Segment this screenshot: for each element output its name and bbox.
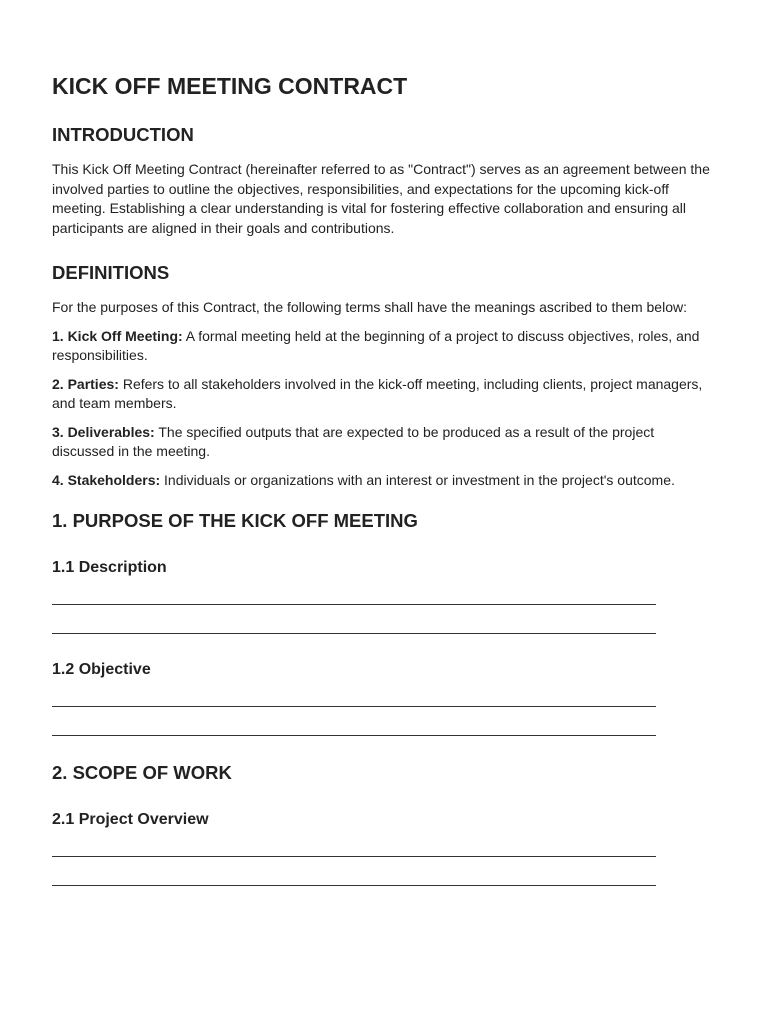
definition-item-parties — [52, 375, 718, 414]
objective-blank-lines — [52, 706, 718, 736]
definitions-block — [52, 298, 718, 490]
definition-text: Refers to all stakeholders involved in the kick-off meeting, including clients, project managers, and team members. — [52, 375, 703, 411]
fill-in-line[interactable] — [52, 885, 656, 886]
definition-term: 3. Deliverables: — [52, 423, 155, 440]
definitions-lead: For the purposes of this Contract, the following terms shall have the meanings ascribed to them below: — [52, 299, 687, 315]
definition-item-deliverables — [52, 423, 718, 462]
section-2-heading: 2. SCOPE OF WORK — [52, 762, 232, 783]
definition-term: 4. Stakeholders: — [52, 471, 161, 488]
subsection-1-1-heading: 1.1 Description — [52, 559, 167, 576]
definition-item-stakeholders — [52, 471, 718, 491]
definition-text: Individuals or organizations with an interest or investment in the project's outcome. — [160, 471, 675, 488]
section-1-heading: 1. PURPOSE OF THE KICK OFF MEETING — [52, 510, 418, 531]
fill-in-line[interactable] — [52, 856, 656, 857]
subsection-1-2-heading: 1.2 Objective — [52, 661, 151, 678]
document-title: KICK OFF MEETING CONTRACT — [52, 73, 408, 99]
definition-text: A formal meeting held at the beginning of a project to discuss objectives, roles, and responsibilities. — [52, 327, 700, 363]
definition-term: 1. Kick Off Meeting: — [52, 327, 183, 344]
introduction-body: This Kick Off Meeting Contract (hereinafter referred to as "Contract") serves as an agreement between the involved parties to outline the objectives, responsibilities, and expectations for the upcoming kick-off meeting. Establishing a clear understanding is vital for fostering effective collaboration and ensuring all participants are aligned in their goals and contributions. — [52, 161, 710, 236]
definition-term: 2. Parties: — [52, 375, 119, 392]
description-blank-lines — [52, 604, 718, 634]
fill-in-line[interactable] — [52, 604, 656, 605]
definition-text: The specified outputs that are expected to be produced as a result of the project discussed in the meeting. — [52, 423, 655, 459]
subsection-2-1-heading: 2.1 Project Overview — [52, 811, 209, 828]
fill-in-line[interactable] — [52, 706, 656, 707]
definition-item-kick-off-meeting — [52, 327, 718, 366]
fill-in-line[interactable] — [52, 735, 656, 736]
project-overview-blank-lines — [52, 856, 718, 886]
definitions-heading: DEFINITIONS — [52, 262, 170, 283]
introduction-heading: INTRODUCTION — [52, 124, 194, 145]
fill-in-line[interactable] — [52, 633, 656, 634]
